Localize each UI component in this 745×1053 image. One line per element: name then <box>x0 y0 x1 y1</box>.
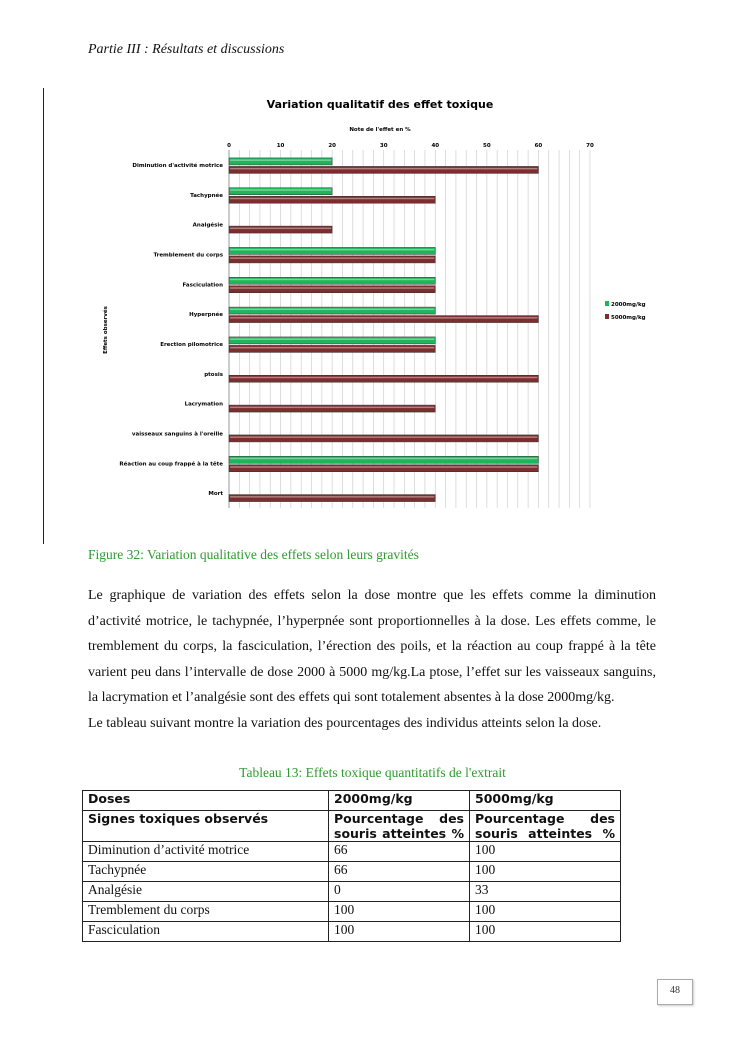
y-tick-label: Fasciculation <box>182 282 223 289</box>
table-cell: Analgésie <box>83 882 329 902</box>
bar-2000mg-kg <box>229 277 435 284</box>
table-row <box>83 902 621 922</box>
bar-highlight <box>230 347 434 349</box>
y-axis-title: Effets observés <box>103 306 109 354</box>
table-cell: 100 <box>470 842 621 862</box>
x-tick-label: 20 <box>328 143 336 149</box>
table-row <box>83 842 621 862</box>
legend-swatch <box>605 314 609 319</box>
y-tick-label: Tachypnée <box>190 192 223 199</box>
table-cell: Fasciculation <box>83 922 329 942</box>
bar-highlight <box>230 159 331 161</box>
bar-5000mg-kg <box>229 375 538 382</box>
bar-highlight <box>230 198 434 200</box>
bar-5000mg-kg <box>229 316 538 323</box>
table-cell: Tachypnée <box>83 862 329 882</box>
bar-highlight <box>230 338 434 340</box>
x-tick-label: 40 <box>431 143 440 149</box>
y-tick-label: Erection pilomotrice <box>160 341 223 348</box>
bar-highlight <box>230 317 537 319</box>
table-cell: 100 <box>470 862 621 882</box>
legend-label: 2000mg/kg <box>611 302 646 308</box>
bar-highlight <box>230 249 434 251</box>
x-tick-label: 70 <box>586 143 594 149</box>
bar-2000mg-kg <box>229 247 435 254</box>
y-tick-label: vaisseaux sanguins à l'oreille <box>131 431 223 438</box>
page-number: 48 <box>657 979 693 1005</box>
table-caption: Tableau 13: Effets toxique quantitatifs de l'extrait <box>239 765 506 780</box>
bar-2000mg-kg <box>229 337 435 344</box>
table-row <box>83 862 621 882</box>
y-tick-label: Lacrymation <box>184 401 223 408</box>
table-cell: 100 <box>470 922 621 942</box>
bar-2000mg-kg <box>229 188 332 195</box>
running-header: Partie III : Résultats et discussions <box>88 42 285 57</box>
bar-highlight <box>230 279 434 281</box>
bar-5000mg-kg <box>229 405 435 412</box>
bar-highlight <box>230 168 537 170</box>
x-tick-label: 60 <box>534 143 543 149</box>
table-cell: Diminution d’activité motrice <box>83 842 329 862</box>
table-cell: 33 <box>470 882 621 902</box>
bar-5000mg-kg <box>229 256 435 263</box>
bar-5000mg-kg <box>229 166 538 173</box>
margin-rule <box>43 88 44 544</box>
chart-title: Variation qualitatif des effet toxique <box>266 98 494 111</box>
bar-5000mg-kg <box>229 465 538 472</box>
y-tick-label: Réaction au coup frappé à la tête <box>119 461 223 468</box>
x-tick-label: 10 <box>276 143 285 149</box>
x-tick-label: 50 <box>483 143 491 149</box>
table-row <box>83 882 621 902</box>
paragraph: Le graphique de variation des effets selon la dose montre que les effets comme la diminution d’activité motrice, le tachypnée, l’hyperpnée sont proportionnelles à la dose. Les effets comme, le tremblement du corps, la fasciculation, l’érection des poils, et la réaction au coup frappé à la tête varient peu dans l’intervalle de dose 2000 à 5000 mg/kg.La ptose, l’effet sur les vaisseaux sanguins, la lacrymation et l’analgésie sont des effets qui sont totalement absentes à la dose 2000mg/kg. <box>88 588 656 706</box>
y-tick-label: Tremblement du corps <box>153 252 223 259</box>
header-cell: Signes toxiques observés <box>83 811 329 842</box>
toxicity-table <box>82 790 621 942</box>
bar-5000mg-kg <box>229 286 435 293</box>
bar-highlight <box>230 436 537 438</box>
table-cell: 0 <box>329 882 470 902</box>
body-text <box>88 583 656 737</box>
y-tick-label: Hyperpnée <box>189 312 223 319</box>
table-header-row <box>83 791 621 811</box>
header-cell: Doses <box>83 791 329 811</box>
bar-highlight <box>230 458 537 460</box>
bar-5000mg-kg <box>229 226 332 233</box>
bar-2000mg-kg <box>229 307 435 314</box>
bar-highlight <box>230 189 331 191</box>
bar-2000mg-kg <box>229 456 538 463</box>
table-cell: 66 <box>329 842 470 862</box>
bar-highlight <box>230 377 537 379</box>
y-tick-label: Analgésie <box>192 222 223 229</box>
table-cell: 66 <box>329 862 470 882</box>
bar-5000mg-kg <box>229 435 538 442</box>
bar-5000mg-kg <box>229 345 435 352</box>
y-tick-label: Mort <box>208 491 223 498</box>
header-cell: Pourcentage des souris atteintes % <box>470 811 621 842</box>
header-cell: 2000mg/kg <box>329 791 470 811</box>
x-axis-title: Note de l'effet en % <box>349 127 411 133</box>
table-row <box>83 922 621 942</box>
y-tick-label: Diminution d'activité motrice <box>132 162 223 169</box>
figure-caption: Figure 32: Variation qualitative des effets selon leurs gravités <box>88 547 419 562</box>
bar-2000mg-kg <box>229 158 332 165</box>
bar-highlight <box>230 496 434 498</box>
table-cell: 100 <box>470 902 621 922</box>
y-tick-label: ptosis <box>204 371 223 378</box>
paragraph: Le tableau suivant montre la variation des pourcentages des individus atteints selon la dose. <box>88 715 602 731</box>
bar-5000mg-kg <box>229 196 435 203</box>
header-cell: 5000mg/kg <box>470 791 621 811</box>
bar-highlight <box>230 228 331 230</box>
bar-highlight <box>230 309 434 311</box>
table-cell: 100 <box>329 922 470 942</box>
bar-highlight <box>230 407 434 409</box>
x-tick-label: 30 <box>379 143 388 149</box>
table-header-row <box>83 811 621 842</box>
table-cell: 100 <box>329 902 470 922</box>
header-cell: Pourcentage des souris atteintes % <box>329 811 470 842</box>
legend-swatch <box>605 301 609 306</box>
bar-highlight <box>230 257 434 259</box>
bar-highlight <box>230 466 537 468</box>
bar-chart <box>95 90 665 520</box>
legend-label: 5000mg/kg <box>611 315 646 321</box>
bar-5000mg-kg <box>229 495 435 502</box>
table-cell: Tremblement du corps <box>83 902 329 922</box>
x-tick-label: 0 <box>227 143 231 149</box>
bar-highlight <box>230 287 434 289</box>
